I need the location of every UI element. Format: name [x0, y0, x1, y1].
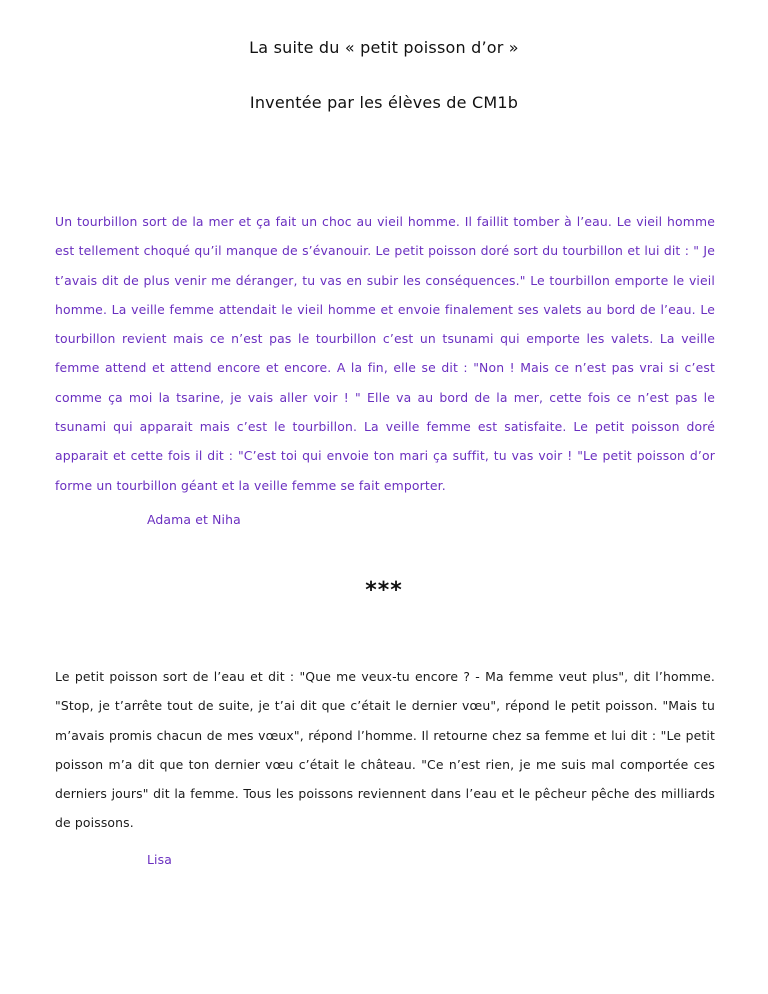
- story-1-paragraph: Un tourbillon sort de la mer et ça fait un choc au vieil homme. Il faillit tomber à l’eau. Le vieil homme est tellement choqué qu’il manque de s’évanouir. Le petit poisson doré sort du tourbillon et lui dit : " Je t’avais dit de plus venir me déranger, tu vas en subir les conséquences." Le tourbillon emporte le vieil homme. La veille femme attendait le vieil homme et envoie finalement ses valets au bord de l’eau. Le tourbillon revient mais ce n’est pas le tourbillon c’est un tsunami qui emporte les valets. La veille femme attend et attend encore et encore. A la fin, elle se dit : "Non ! Mais ce n’est pas vrai si c’est comme ça moi la tsarine, je vais aller voir ! " Elle va au bord de la mer, cette fois ce n’est pas le tsunami qui apparait mais c’est le tourbillon. La veille femme est satisfaite. Le petit poisson doré apparait et cette fois il dit : "C’est toi qui envoie ton mari ça suffit, tu vas voir ! "Le petit poisson d’or forme un tourbillon géant et la veille femme se fait emporter.: [55, 214, 715, 493]
- document-subtitle: Inventée par les élèves de CM1b: [249, 93, 519, 112]
- document-title: La suite du « petit poisson d’or »: [249, 38, 519, 57]
- section-separator: ***: [365, 578, 403, 603]
- story-1-authors: Adama et Niha: [147, 512, 241, 527]
- story-2-authors: Lisa: [147, 852, 172, 867]
- story-2-paragraph: Le petit poisson sort de l’eau et dit : "Que me veux-tu encore ? - Ma femme veut plus", dit l’homme. "Stop, je t’arrête tout de suite, je t’ai dit que c’était le dernier vœu", répond le petit poisson. "Mais tu m’avais promis chacun de mes vœux", répond l’homme. Il retourne chez sa femme et lui dit : "Le petit poisson m’a dit que ton dernier vœu c’était le château. "Ce n’est rien, je me suis mal comportée ces derniers jours" dit la femme. Tous les poissons reviennent dans l’eau et le pêcheur pêche des milliards de poissons.: [55, 669, 715, 831]
